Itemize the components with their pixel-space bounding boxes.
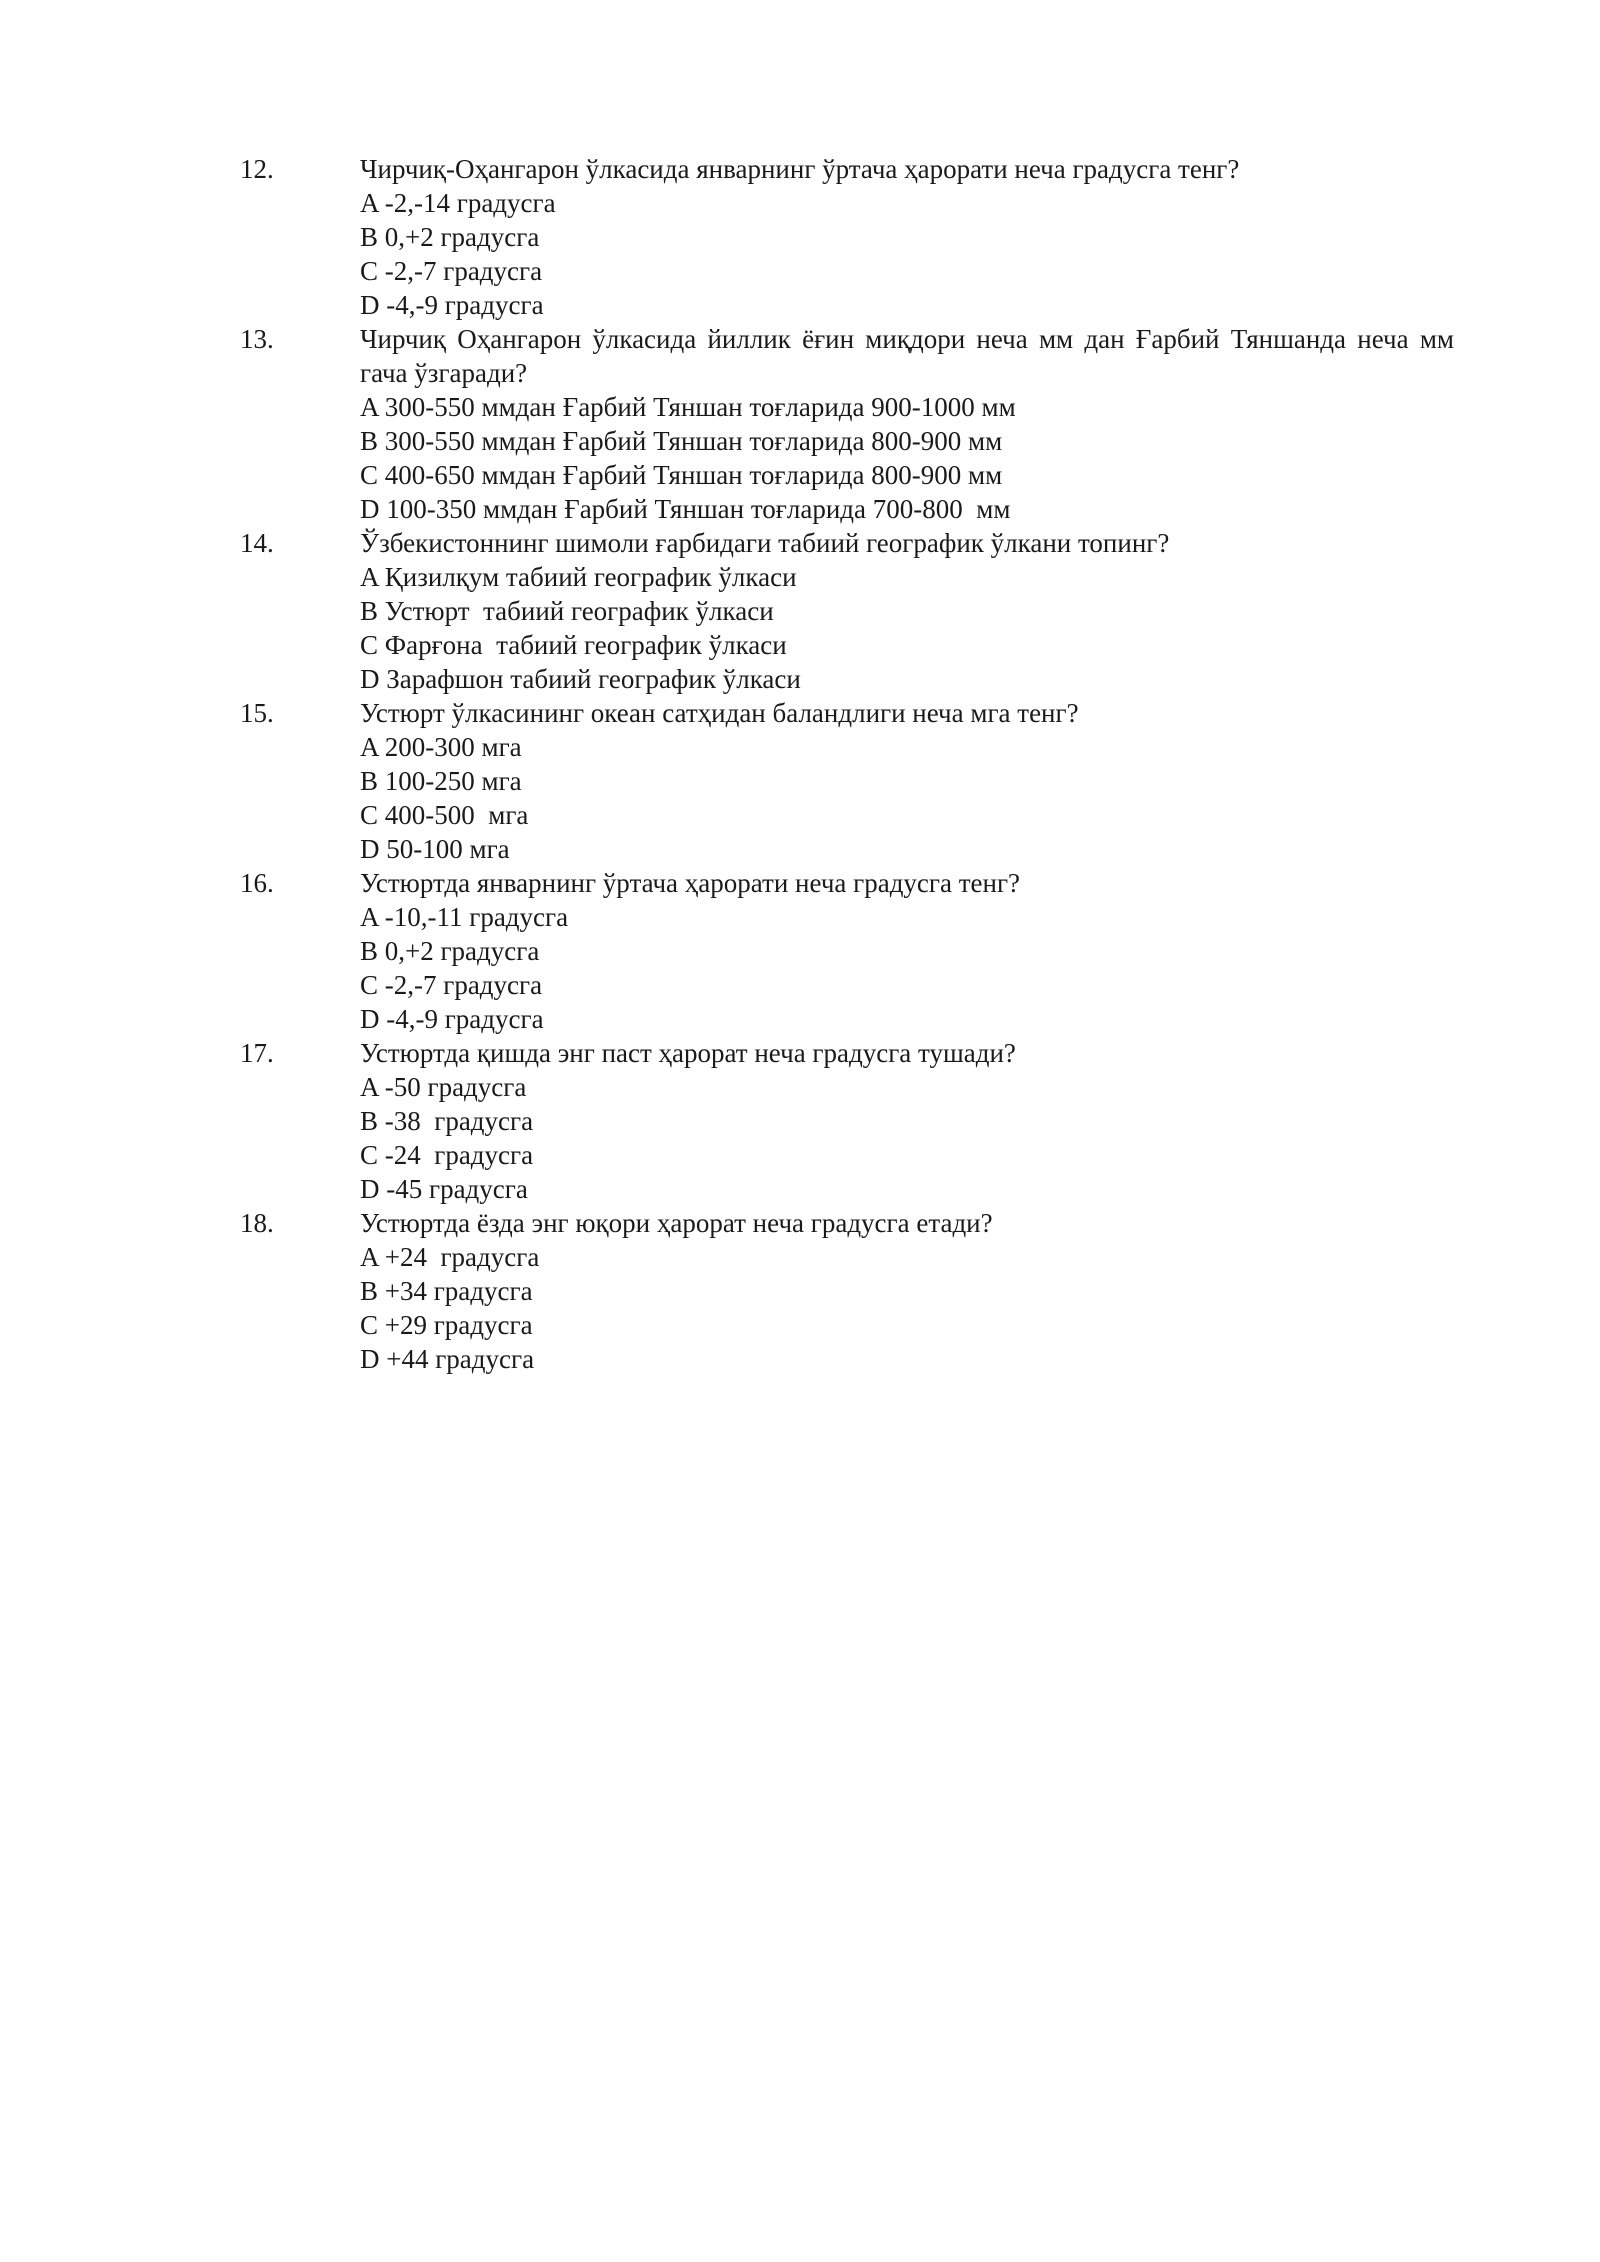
option-d: D -4,-9 градусга [360, 290, 544, 320]
option-b: B 100-250 мга [360, 766, 522, 796]
option-c: C +29 градусга [360, 1310, 533, 1340]
option-a: A -2,-14 градусга [360, 188, 556, 218]
question-text: Ўзбекистоннинг шимоли ғарбидаги табиий географик ўлкани топинг? [360, 528, 1170, 558]
option-a: A -10,-11 градусга [360, 902, 569, 932]
option-a: A 300-550 ммдан Ғарбий Тяншан тоғларида 900-1000 мм [360, 392, 1016, 422]
option-a: A Қизилқум табиий географик ўлкаси [360, 562, 797, 592]
option-a: A +24 градусга [360, 1242, 540, 1272]
option-d: D Зарафшон табиий географик ўлкаси [360, 664, 801, 694]
option-a: A 200-300 мга [360, 732, 522, 762]
option-c: C 400-650 ммдан Ғарбий Тяншан тоғларида 800-900 мм [360, 460, 1003, 490]
question-18 [0, 1206, 1600, 1376]
question-number: 12. [240, 154, 274, 184]
question-13 [0, 322, 1600, 526]
option-b: B 300-550 ммдан Ғарбий Тяншан тоғларида 800-900 мм [360, 426, 1003, 456]
option-b: B -38 градусга [360, 1106, 534, 1136]
question-17 [0, 1036, 1600, 1206]
question-15 [0, 696, 1600, 866]
question-14 [0, 526, 1600, 696]
option-d: D -45 градусга [360, 1174, 528, 1204]
option-c: C -2,-7 градусга [360, 256, 543, 286]
question-text: Устюртда қишда энг паст ҳарорат неча градусга тушади? [360, 1038, 1016, 1068]
option-d: D -4,-9 градусга [360, 1004, 544, 1034]
question-12 [0, 152, 1600, 322]
option-b: B 0,+2 градусга [360, 936, 540, 966]
question-number: 13. [240, 324, 274, 354]
question-text: Устюртда ёзда энг юқори ҳарорат неча градусга етади? [360, 1208, 993, 1238]
question-number: 14. [240, 528, 274, 558]
question-number: 18. [240, 1208, 274, 1238]
option-c: C 400-500 мга [360, 800, 529, 830]
question-number: 15. [240, 698, 274, 728]
option-d: D +44 градусга [360, 1344, 535, 1374]
question-text: Чирчиқ-Оҳангарон ўлкасида январнинг ўртача ҳарорати неча градусга тенг? [360, 154, 1240, 184]
question-text: Устюрт ўлкасининг океан сатҳидан баландлиги неча мга тенг? [360, 698, 1079, 728]
option-b: B +34 градусга [360, 1276, 533, 1306]
question-text: Чирчиқ Оҳангарон ўлкасида йиллик ёғин миқдори неча мм дан Ғарбий Тяншанда неча мм гача ўзгаради? [360, 324, 1454, 388]
question-text: Устюртда январнинг ўртача ҳарорати неча градусга тенг? [360, 868, 1021, 898]
option-c: C -2,-7 градусга [360, 970, 543, 1000]
option-b: B 0,+2 градусга [360, 222, 540, 252]
option-c: C -24 градусга [360, 1140, 534, 1170]
option-a: A -50 градусга [360, 1072, 527, 1102]
option-d: D 100-350 ммдан Ғарбий Тяншан тоғларида 700-800 мм [360, 494, 1011, 524]
option-d: D 50-100 мга [360, 834, 510, 864]
option-c: C Фарғона табиий географик ўлкаси [360, 630, 787, 660]
question-number: 17. [240, 1038, 274, 1068]
question-number: 16. [240, 868, 274, 898]
option-b: B Устюрт табиий географик ўлкаси [360, 596, 774, 626]
question-16 [0, 866, 1600, 1036]
